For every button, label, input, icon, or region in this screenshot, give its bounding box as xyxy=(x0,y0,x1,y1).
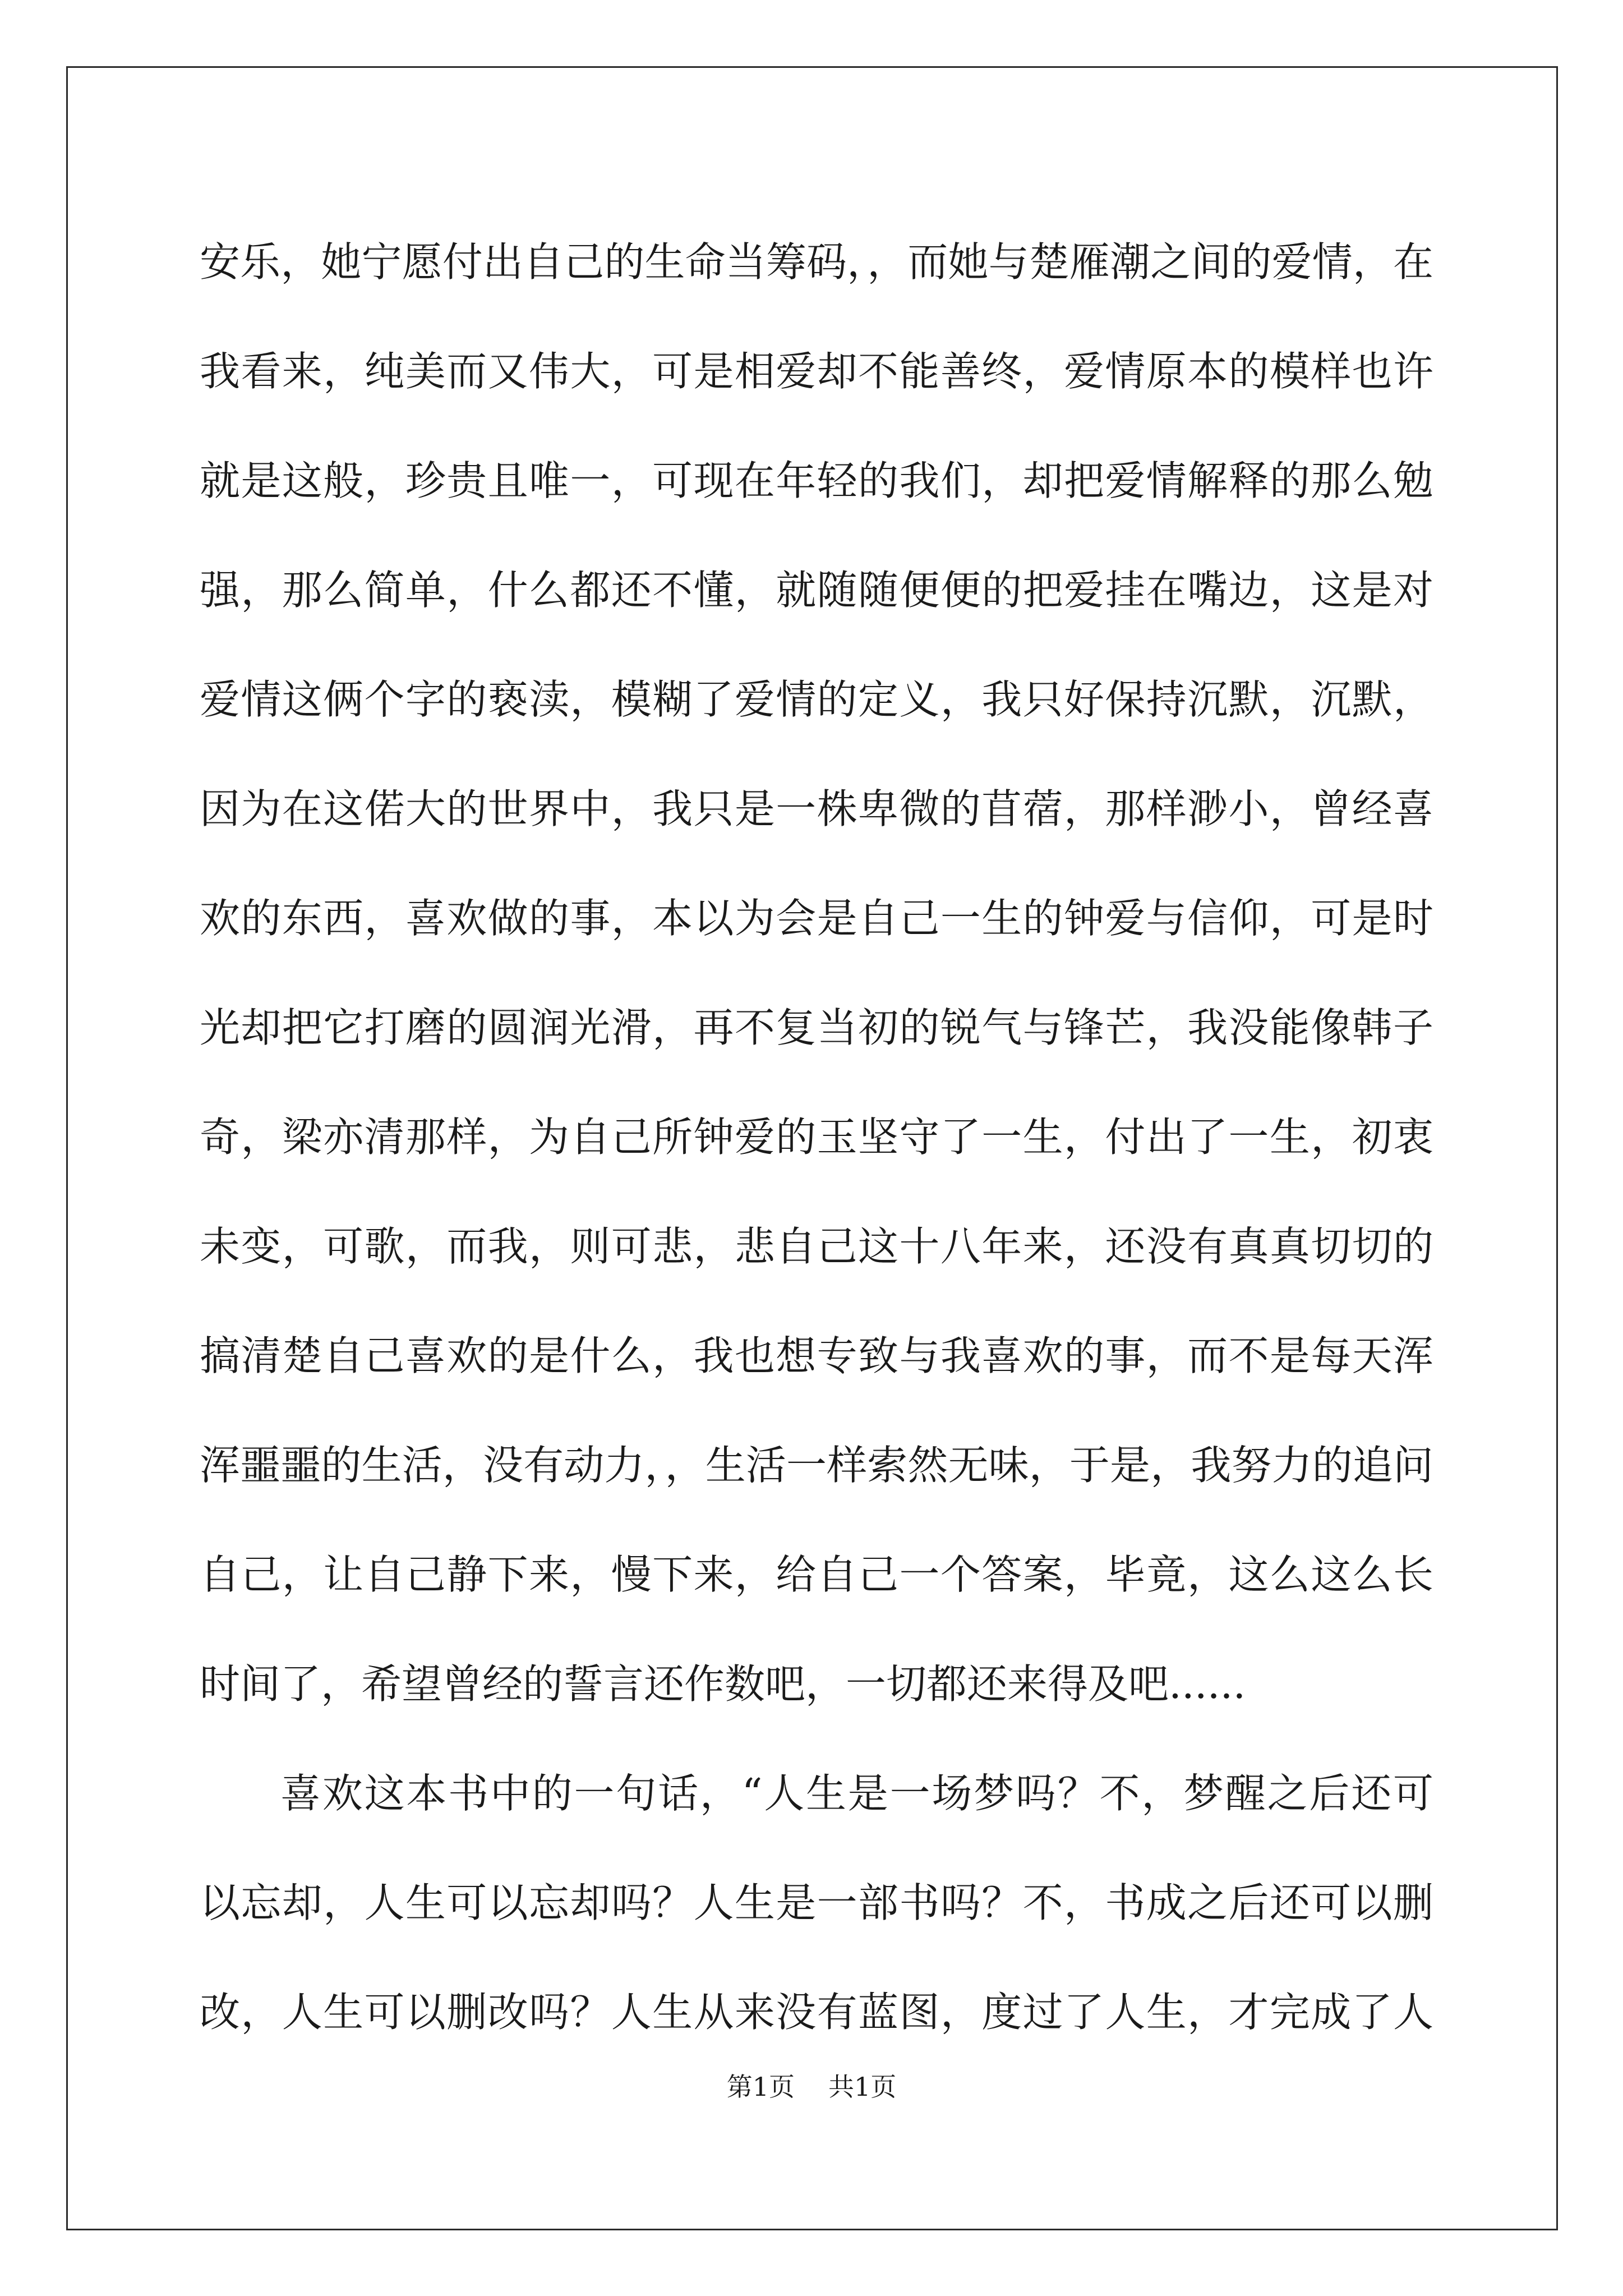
text-line: 奇，梁亦清那样，为自己所钟爱的玉坚守了一生，付出了一生，初衷 xyxy=(200,1114,1433,1161)
text-line: 光却把它打磨的圆润光滑，再不复当初的锐气与锋芒，我没能像韩子 xyxy=(200,1004,1433,1051)
page-number-total: 共1页 xyxy=(828,2072,897,2102)
text-line: 自己，让自己静下来，慢下来，给自己一个答案，毕竟，这么这么长 xyxy=(200,1551,1433,1598)
body-text xyxy=(200,208,1433,2067)
text-line: 改，人生可以删改吗？人生从来没有蓝图，度过了人生，才完成了人 xyxy=(200,1989,1433,2036)
text-line: 未变，可歌，而我，则可悲，悲自己这十八年来，还没有真真切切的 xyxy=(200,1223,1433,1270)
page-footer xyxy=(0,2070,1623,2104)
text-line: 欢的东西，喜欢做的事，本以为会是自己一生的钟爱与信仰，可是时 xyxy=(200,895,1433,942)
page-number-current: 第1页 xyxy=(726,2072,795,2102)
text-line: 浑噩噩的生活，没有动力，，生活一样索然无味，于是，我努力的追问 xyxy=(200,1442,1433,1489)
text-line: 搞清楚自己喜欢的是什么，我也想专致与我喜欢的事，而不是每天浑 xyxy=(200,1332,1433,1379)
text-line: 时间了，希望曾经的誓言还作数吧，一切都还来得及吧...... xyxy=(200,1660,1246,1708)
text-line-paragraph-start: 喜欢这本书中的一句话，“人生是一场梦吗？不，梦醒之后还可 xyxy=(280,1770,1433,1817)
text-line: 因为在这偌大的世界中，我只是一株卑微的苜蓿，那样渺小，曾经喜 xyxy=(200,785,1433,832)
text-line: 我看来，纯美而又伟大，可是相爱却不能善终，爱情原本的模样也许 xyxy=(200,348,1433,395)
text-line: 强，那么简单，什么都还不懂，就随随便便的把爱挂在嘴边，这是对 xyxy=(200,567,1433,614)
text-line: 以忘却，人生可以忘却吗？人生是一部书吗？不，书成之后还可以删 xyxy=(200,1879,1433,1926)
text-line: 安乐，她宁愿付出自己的生命当筹码，，而她与楚雁潮之间的爱情，在 xyxy=(200,238,1433,286)
text-line: 就是这般，珍贵且唯一，可现在年轻的我们，却把爱情解释的那么勉 xyxy=(200,457,1433,504)
text-line: 爱情这俩个字的亵渎，模糊了爱情的定义，我只好保持沉默，沉默， xyxy=(200,676,1433,723)
